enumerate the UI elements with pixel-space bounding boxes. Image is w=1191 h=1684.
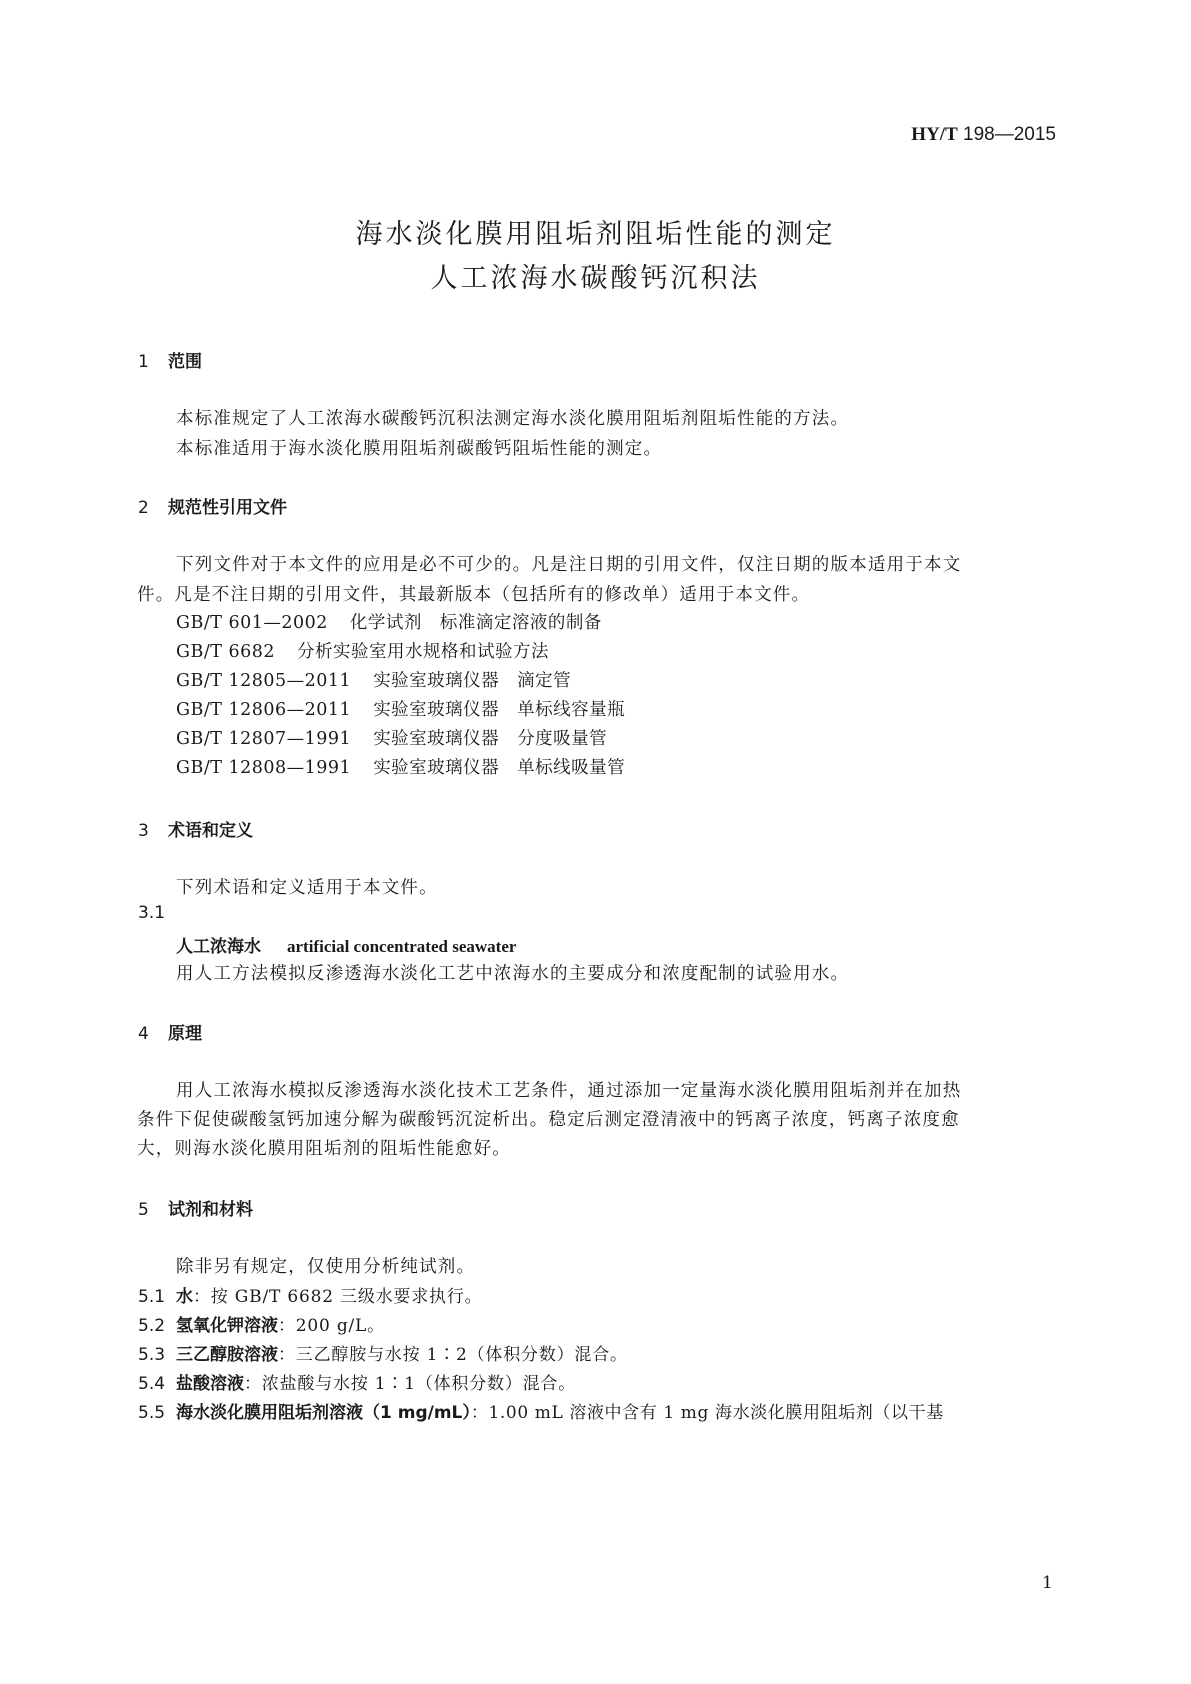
reference-title: 化学试剂 标准滴定溶液的制备 <box>349 613 602 633</box>
section-1-heading <box>138 347 202 372</box>
page-number: 1 <box>1042 1573 1053 1593</box>
reference-title: 实验室玻璃仪器 单标线吸量管 <box>373 758 626 778</box>
document-title-line1: 海水淡化膜用阻垢剂阻垢性能的测定 <box>355 219 836 250</box>
section-number: 4 <box>138 1024 149 1044</box>
normative-reference <box>176 667 571 692</box>
reagent-name: 盐酸溶液 <box>176 1374 244 1394</box>
reference-code: GB/T 12807—1991 <box>176 729 352 749</box>
reagent-description: ：按 GB/T 6682 三级水要求执行。 <box>193 1287 483 1307</box>
reagent-item <box>138 1398 944 1423</box>
reagent-name: 三乙醇胺溶液 <box>176 1345 278 1365</box>
normative-reference <box>176 609 602 634</box>
section-4-para-line3: 大，则海水淡化膜用阻垢剂的阻垢性能愈好。 <box>137 1139 511 1159</box>
standard-prefix: HY/T <box>911 124 958 145</box>
section-4-para-line1: 用人工浓海水模拟反渗透海水淡化技术工艺条件，通过添加一定量海水淡化膜用阻垢剂并在加热 <box>176 1081 962 1101</box>
reference-code: GB/T 12808—1991 <box>176 758 352 778</box>
section-4-para-line2: 条件下促使碳酸氢钙加速分解为碳酸钙沉淀析出。稳定后测定澄清液中的钙离子浓度，钙离子浓度愈 <box>137 1110 960 1130</box>
section-title: 术语和定义 <box>168 821 253 841</box>
reference-code: GB/T 601—2002 <box>176 613 328 633</box>
normative-reference <box>176 754 625 779</box>
section-title: 规范性引用文件 <box>168 498 287 518</box>
reagent-item <box>138 1340 628 1365</box>
standard-number: 198—2015 <box>957 124 1056 145</box>
reagent-description: ：浓盐酸与水按 1∶1（体积分数）混合。 <box>244 1374 577 1394</box>
reagent-item <box>138 1369 576 1394</box>
clause-number: 5.1 <box>138 1287 166 1307</box>
reference-title: 实验室玻璃仪器 分度吸量管 <box>373 729 608 749</box>
section-5-intro: 除非另有规定，仅使用分析纯试剂。 <box>176 1257 476 1277</box>
reagent-item <box>138 1282 482 1307</box>
reagent-name: 水 <box>176 1287 193 1307</box>
reference-title: 实验室玻璃仪器 滴定管 <box>373 671 572 691</box>
section-2-intro-line1: 下列文件对于本文件的应用是必不可少的。凡是注日期的引用文件，仅注日期的版本适用于本文 <box>176 555 962 575</box>
standard-code <box>911 124 1056 146</box>
section-number: 1 <box>138 352 149 372</box>
clause-number: 5.4 <box>138 1374 166 1394</box>
section-number: 2 <box>138 498 149 518</box>
reference-code: GB/T 6682 <box>176 642 276 662</box>
normative-reference <box>176 638 549 663</box>
reference-code: GB/T 12806—2011 <box>176 700 352 720</box>
section-3-intro: 下列术语和定义适用于本文件。 <box>176 878 438 898</box>
clause-number: 5.2 <box>138 1316 166 1336</box>
term-entry <box>176 932 516 957</box>
section-2-heading <box>138 493 287 518</box>
reagent-description: ：1.00 mL 溶液中含有 1 mg 海水淡化膜用阻垢剂（以干基 <box>470 1403 944 1423</box>
section-4-heading <box>138 1019 202 1044</box>
section-1-para-1: 本标准规定了人工浓海水碳酸钙沉积法测定海水淡化膜用阻垢剂阻垢性能的方法。 <box>176 409 850 429</box>
section-title: 试剂和材料 <box>168 1200 253 1220</box>
clause-number: 5.3 <box>138 1345 166 1365</box>
section-title: 范围 <box>168 352 202 372</box>
reagent-description: ：三乙醇胺与水按 1∶2（体积分数）混合。 <box>278 1345 628 1365</box>
term-number: 3.1 <box>138 903 166 923</box>
normative-reference <box>176 696 625 721</box>
section-5-heading <box>138 1195 253 1220</box>
reagent-item <box>138 1311 385 1336</box>
normative-reference <box>176 725 607 750</box>
clause-number: 5.5 <box>138 1403 166 1423</box>
term-english: artificial concentrated seawater <box>287 937 517 956</box>
reference-title: 分析实验室用水规格和试验方法 <box>297 642 550 662</box>
section-number: 3 <box>138 821 149 841</box>
section-2-intro-line2: 件。凡是不注日期的引用文件，其最新版本（包括所有的修改单）适用于本文件。 <box>137 585 811 605</box>
term-definition: 用人工方法模拟反渗透海水淡化工艺中浓海水的主要成分和浓度配制的试验用水。 <box>176 964 850 984</box>
reference-code: GB/T 12805—2011 <box>176 671 352 691</box>
document-title-line2: 人工浓海水碳酸钙沉积法 <box>430 263 761 294</box>
section-3-heading <box>138 816 253 841</box>
reagent-name: 氢氧化钾溶液 <box>176 1316 278 1336</box>
reference-title: 实验室玻璃仪器 单标线容量瓶 <box>373 700 626 720</box>
section-title: 原理 <box>168 1024 202 1044</box>
section-1-para-2: 本标准适用于海水淡化膜用阻垢剂碳酸钙阻垢性能的测定。 <box>176 439 663 459</box>
reagent-name: 海水淡化膜用阻垢剂溶液（1 mg/mL） <box>176 1403 471 1423</box>
reagent-description: ：200 g/L。 <box>278 1316 385 1336</box>
term-chinese: 人工浓海水 <box>176 937 261 957</box>
section-number: 5 <box>138 1200 149 1220</box>
